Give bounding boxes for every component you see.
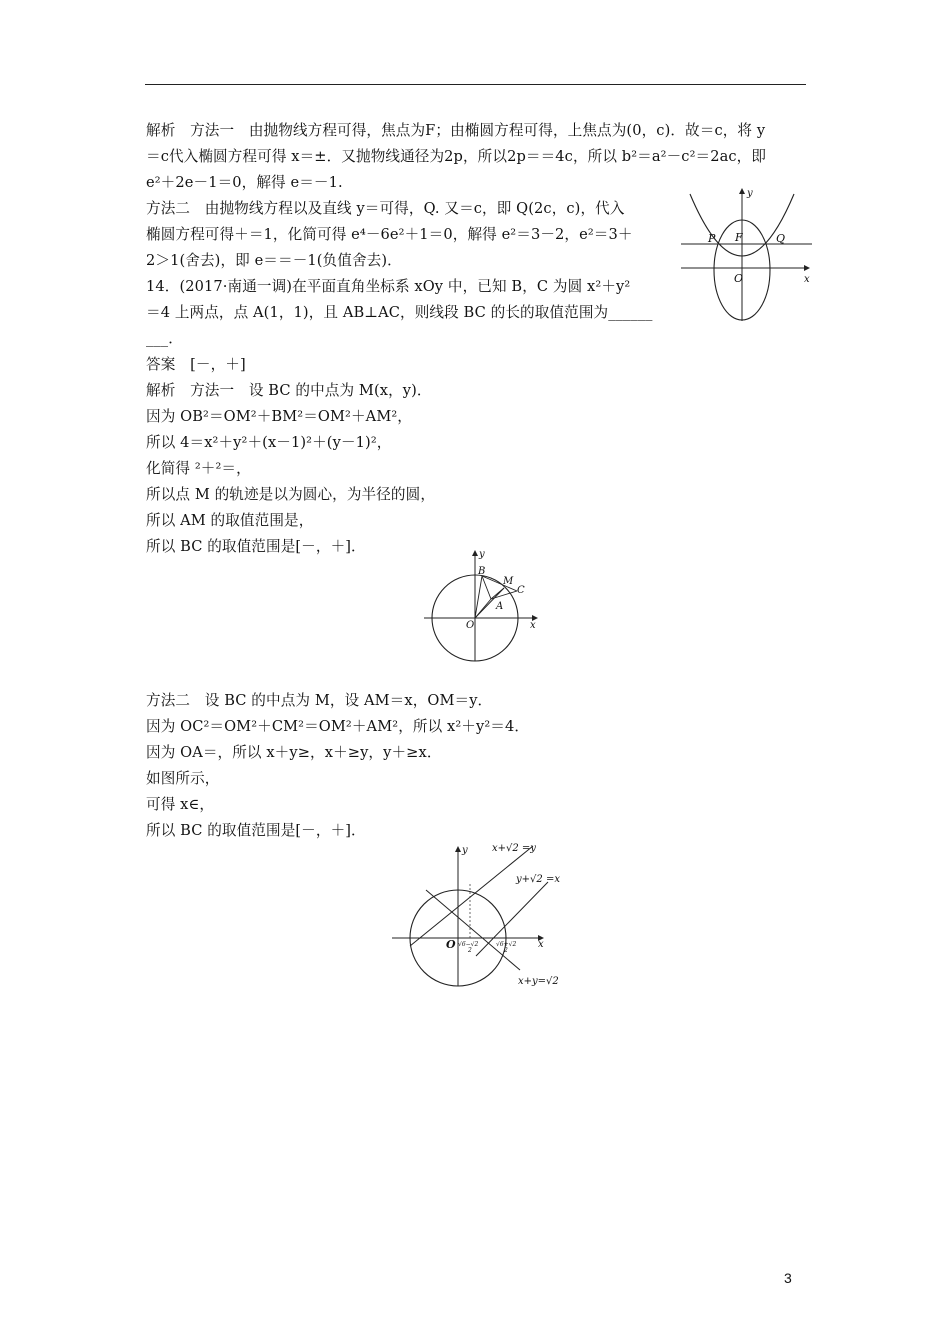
figure-circle-bmca xyxy=(420,548,545,663)
question-line: ＝4 上两点，点 A(1，1)，且 AB⊥AC，则线段 BC 的长的取值范围为______ xyxy=(146,304,653,321)
text-line: e²＋2e－1＝0，解得 e＝－1. xyxy=(146,174,343,191)
text-line: 解析 方法一 由抛物线方程可得，焦点为F；由椭圆方程可得，上焦点为(0，c)．故＝c，将 y xyxy=(146,122,766,139)
label-x: x xyxy=(530,620,536,631)
tick-label-2: 2 xyxy=(468,947,472,954)
line-x-plus-root2-eq-y xyxy=(410,846,533,946)
label-P: P xyxy=(708,232,716,245)
tick-label-4: 2 xyxy=(504,947,508,954)
line-x-plus-y-eq-root2 xyxy=(426,890,520,970)
figure-parabola-ellipse xyxy=(676,186,816,326)
text-line: 因为 OB²＝OM²＋BM²＝OM²＋AM²， xyxy=(146,408,412,425)
label-C: C xyxy=(517,585,525,596)
text-line: 所以 BC 的取值范围是[－，＋]． xyxy=(146,822,366,839)
y-axis-arrow xyxy=(739,188,745,194)
text-line: 因为 OA＝，所以 x＋y≥，x＋≥y，y＋≥x． xyxy=(146,744,442,761)
label-F: F xyxy=(735,231,743,244)
text-line: 方法二 设 BC 的中点为 M，设 AM＝x，OM＝y． xyxy=(146,692,493,709)
text-line: 因为 OC²＝OM²＋CM²＝OM²＋AM²，所以 x²＋y²＝4． xyxy=(146,718,530,735)
label-y: y xyxy=(479,549,485,560)
label-x: x xyxy=(538,939,544,950)
text-line: ＝c代入椭圆方程可得 x＝±．又抛物线通径为2p，所以2p＝＝4c，所以 b²＝a²－c²＝2ac，即 xyxy=(146,148,767,165)
text-line: 化简得 ²＋²＝， xyxy=(146,460,251,477)
page-number: 3 xyxy=(784,1270,792,1286)
x-axis-arrow xyxy=(804,265,810,271)
text-line: 方法二 由抛物线方程以及直线 y＝可得，Q. 又＝c，即 Q(2c，c)，代入 xyxy=(146,200,625,217)
text-line: 如图所示， xyxy=(146,770,220,787)
label-y: y xyxy=(462,845,468,856)
y-axis-arrow xyxy=(455,846,461,852)
label-A: A xyxy=(496,601,504,612)
label-line1: x+√2 =y xyxy=(492,843,536,854)
text-line: 椭圆方程可得＋＝1，化简可得 e⁴－6e²＋1＝0，解得 e²＝3－2，e²＝3＋ xyxy=(146,226,633,243)
text-line: 所以 4＝x²＋y²＋(x－1)²＋(y－1)²， xyxy=(146,434,392,451)
label-line2: y+√2 =x xyxy=(516,874,560,885)
tick-label-1: √6−√2 xyxy=(458,941,479,948)
y-axis-arrow xyxy=(472,550,478,556)
text-line: 2＞1(舍去)，即 e＝＝－1(负值舍去)． xyxy=(146,252,402,269)
label-line3: x+y=√2 xyxy=(518,976,559,987)
text-line: 所以点 M 的轨迹是以为圆心，为半径的圆， xyxy=(146,486,436,503)
header-rule xyxy=(145,84,806,85)
label-M: M xyxy=(503,576,514,587)
label-B: B xyxy=(478,566,486,577)
question-line: 14．(2017·南通一调)在平面直角坐标系 xOy 中，已知 B，C 为圆 x²＋y² xyxy=(146,278,631,295)
label-y: y xyxy=(747,188,753,199)
text-line: 所以 BC 的取值范围是[－，＋]． xyxy=(146,538,366,555)
label-O: O xyxy=(446,938,456,951)
label-O: O xyxy=(734,272,744,285)
text-line: 解析 方法一 设 BC 的中点为 M(x，y)． xyxy=(146,382,432,399)
text-line: 所以 AM 的取值范围是， xyxy=(146,512,314,529)
figure-circle-lines xyxy=(388,838,573,988)
tick-label-3: √6+√2 xyxy=(496,941,517,948)
label-O: O xyxy=(466,620,475,631)
label-x: x xyxy=(804,274,810,285)
answer-line: 答案 [－，＋] xyxy=(146,356,246,373)
label-Q: Q xyxy=(776,232,786,245)
text-line: 可得 x∈， xyxy=(146,796,215,813)
question-line: ___． xyxy=(146,330,183,347)
